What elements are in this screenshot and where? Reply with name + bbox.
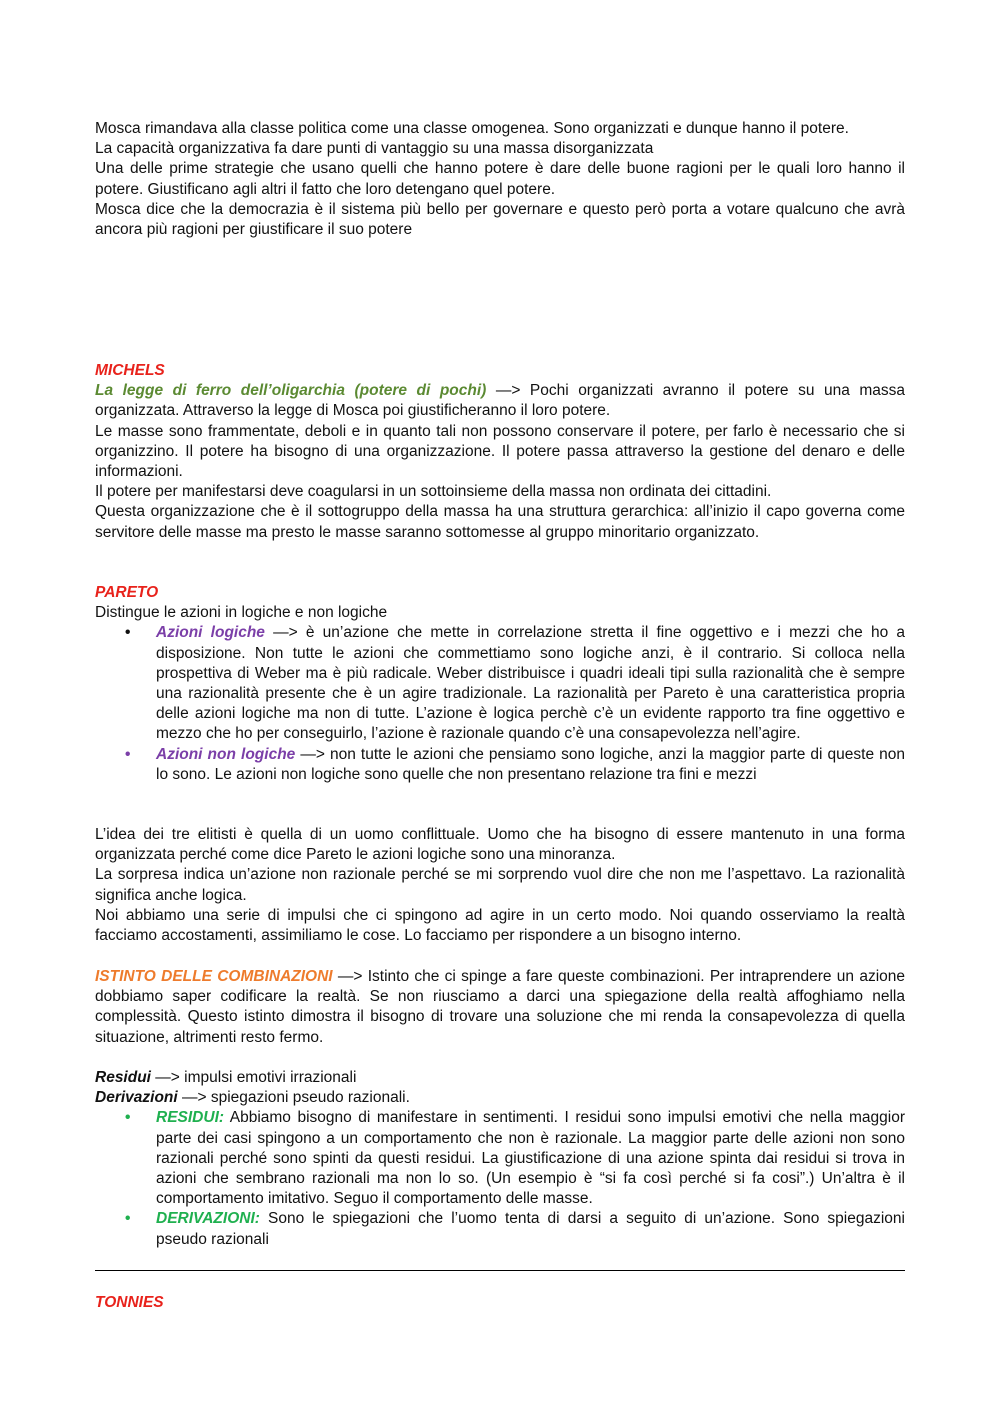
derivazioni-line [95,1088,905,1108]
intro-paragraph: Mosca rimandava alla classe politica come una classe omogenea. Sono organizzati e dunque hanno il potere. [95,120,849,137]
list-item-text: Abbiamo bisogno di manifestare in sentimenti. I residui sono impulsi emotivi che nella maggior parte dei casi spingono a un comportamento che non è razionale. La maggior parte delle azioni non sono razionali perché sono spinti da questi residui. La giustificazione di una azione spinta dai residui si trova in azioni che sembrano razionali ma non lo so. (Un esempio è “si fa così perché si fa cosi”.) Un’altra è il comportamento imitativo. Seguo il comportamento delle masse. [156,1109,905,1208]
pareto-section [95,583,905,785]
horizontal-divider [95,1270,905,1271]
bullet-icon: • [125,745,131,763]
residui-term: Residui [95,1069,151,1086]
list-item [95,1108,905,1209]
intro-section [95,119,905,240]
bullet-icon: • [125,624,131,642]
residui-list [95,1108,905,1249]
michels-heading: MICHELS [95,362,165,379]
pareto-heading: PARETO [95,584,159,601]
list-item-text: Sono le spiegazioni che l’uomo tenta di darsi a seguito di un’azione. Sono spiegazioni pseudo razionali [156,1210,905,1248]
intro-paragraph: La capacità organizzativa fa dare punti di vantaggio su una massa disorganizzata [95,140,654,158]
istinto-heading: ISTINTO DELLE COMBINAZIONI [95,968,333,985]
list-item-term: RESIDUI: [156,1109,225,1127]
elitists-paragraph: La sorpresa indica un’azione non razionale perché se mi sorprendo vuol dire che non me l’aspettavo. La razionalità significa anche logica. [95,866,905,904]
list-item [95,1209,905,1249]
michels-law-text: —> Pochi organizzati avranno il potere su una massa organizzata. Attraverso la legge di Mosca poi giustificheranno il loro potere. [95,382,905,420]
list-item-term: Azioni non logiche [156,745,296,763]
residui-line [95,1068,905,1088]
michels-law-title: La legge di ferro dell’oligarchia (potere di pochi) [95,382,487,400]
elitists-section [95,825,905,946]
michels-paragraph: Il potere per manifestarsi deve coagularsi in un sottoinsieme della massa non ordinata dei cittadini. [95,483,772,501]
residui-definition: —> impulsi emotivi irrazionali [150,1069,357,1086]
elitists-paragraph: L’idea dei tre elitisti è quella di un uomo conflittuale. Uomo che ha bisogno di essere mantenuto in una forma organizzata perché come dice Pareto le azioni logiche sono una minoranza. [95,826,905,864]
tonnies-heading: TONNIES [95,1294,164,1311]
list-item-term: DERIVAZIONI: [156,1210,260,1228]
intro-paragraph: Una delle prime strategie che usano quelli che hanno potere è dare delle buone ragioni per le quali loro hanno il potere. Giustificano agli altri il fatto che loro detengano quel potere. [95,160,905,198]
list-item [95,623,905,744]
istinto-paragraph [95,967,905,1048]
michels-paragraph: Questa organizzazione che è il sottogruppo della massa ha una struttura gerarchica: all’inizio il capo governa come servitore delle masse ma presto le masse saranno sottomesse al gruppo minoritario organizzato. [95,503,905,541]
istinto-section [95,967,905,1048]
residui-section [95,1068,905,1250]
michels-section [95,361,905,543]
intro-paragraph: Mosca dice che la democrazia è il sistema più bello per governare e questo però porta a votare qualcuno che avrà ancora più ragioni per giustificare il suo potere [95,200,905,239]
bullet-icon: • [125,1210,131,1228]
tonnies-section [95,1293,905,1313]
michels-law-paragraph [95,381,905,421]
elitists-paragraph: Noi abbiamo una serie di impulsi che ci spingono ad agire in un certo modo. Noi quando osserviamo la realtà facciamo accostamenti, assimiliamo le cose. Lo facciamo per rispondere a un bisogno interno. [95,906,905,945]
list-item [95,745,905,785]
pareto-list [95,623,905,785]
istinto-text: —> Istinto che ci spinge a fare queste combinazioni. Per intraprendere un azione dobbiamo saper codificare la realtà. Se non riusciamo a darci una spiegazione della realtà affoghiamo nella complessità. Questo istinto dimostra il bisogno di trovare una soluzione che mi renda la consapevolezza di quella situazione, altrimenti resto fermo. [95,968,906,1046]
derivazioni-definition: —> spiegazioni pseudo razionali. [177,1089,410,1107]
bullet-icon: • [125,1109,131,1127]
michels-paragraph: Le masse sono frammentate, deboli e in quanto tali non possono conservare il potere, per farlo è necessario che si organizzino. Il potere ha bisogno di una organizzazione. Il potere passa attraverso la gestione del denaro e delle informazioni. [95,422,905,481]
pareto-intro: Distingue le azioni in logiche e non logiche [95,604,388,622]
list-item-text: —> non tutte le azioni che pensiamo sono logiche, anzi la maggior parte di queste non lo sono. Le azioni non logiche sono quelle che non presentano relazione tra fini e mezzi [156,745,905,783]
list-item-term: Azioni logiche [156,624,265,642]
list-item-text: —> è un’azione che mette in correlazione stretta il fine oggettivo e i mezzi che ho a disposizione. Non tutte le azioni che commettiamo sono logiche anzi, è il contrario. Si colloca nella prospettiva di Weber ma è più radicale. Weber distribuisce i quadri ideali tipi sulla razionalità che è sempre una razionalità presente che è un agire tradizionale. La razionalità per Pareto è una caratteristica propria delle azioni logiche ma non di tutte. L’azione è logica perchè c’è un evidente rapporto tra fine oggettivo e mezzo che ho per conseguirlo, l’azione è razionale quando c’è una consapevolezza nell’agire. [156,624,905,743]
derivazioni-term: Derivazioni [95,1089,178,1107]
